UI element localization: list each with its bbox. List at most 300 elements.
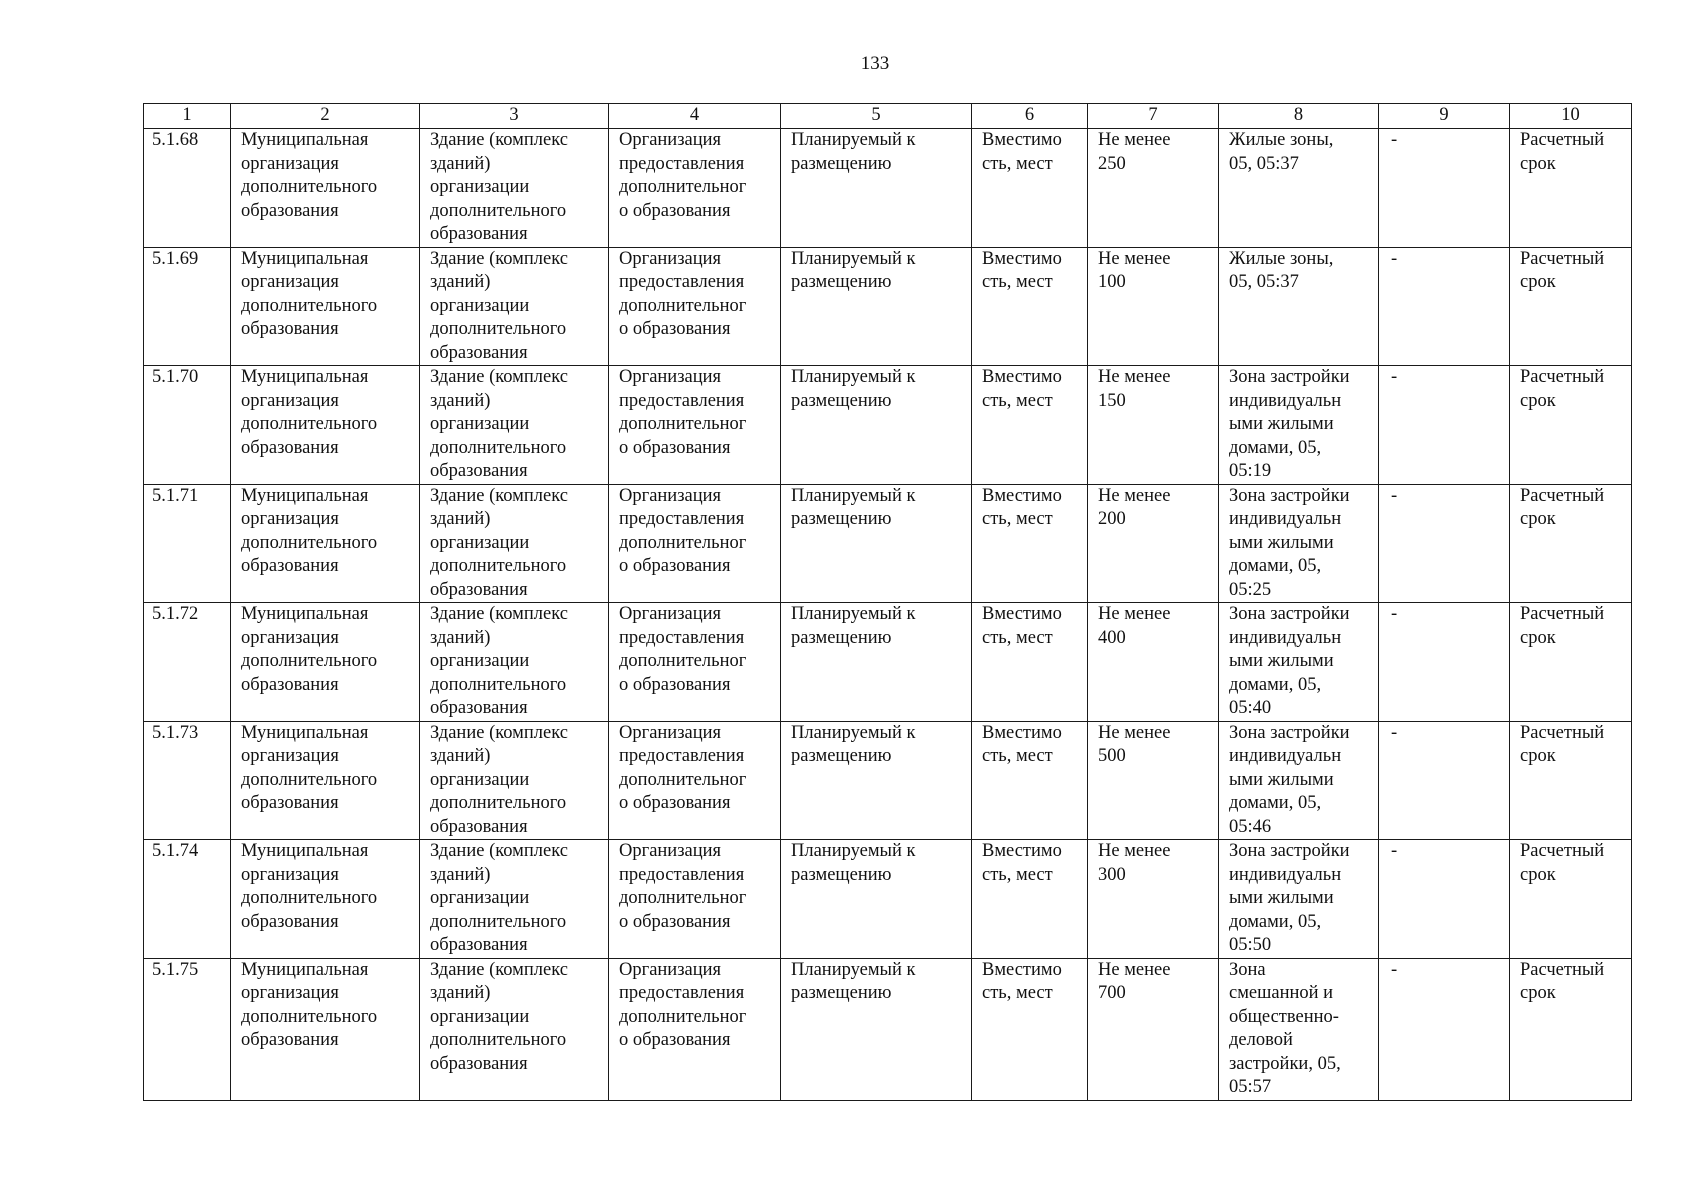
value-cell [1088,603,1219,722]
cell-text-line: дополнительног [619,177,747,197]
cell-text-line: предоставления [619,864,745,885]
cell-text-line: образования [430,1053,528,1074]
cell-text-line: Зона застройки [1229,485,1350,506]
column-header: 9 [1379,104,1510,129]
value-cell [1088,958,1219,1100]
cell-text-line: организация [241,509,339,529]
cell-text-line: Планируемый к [791,959,916,980]
cell-text-line: дополнительного [241,1006,378,1027]
object-name-cell [231,958,420,1100]
cell-text-line: Жилые зоны, [1229,248,1334,269]
cell-text-line: 100 [1098,272,1126,292]
cell-text-line: размещению [791,746,892,766]
location-cell [1219,958,1379,1100]
cell-text-line: зданий) [430,390,491,411]
cell-text-line: 200 [1098,509,1126,529]
object-name-cell [231,129,420,248]
location-cell [1219,603,1379,722]
term-cell [1510,129,1632,248]
cell-text-line: Не менее [1098,248,1171,269]
term-cell [1510,840,1632,959]
extra-cell: - [1379,366,1510,485]
row-number-cell: 5.1.75 [144,958,231,1100]
object-name-cell [231,603,420,722]
cell-text-line: сть, мест [982,509,1053,529]
cell-text-line: о образования [619,319,731,339]
status-cell [781,603,972,722]
cell-text-line: организация [241,864,339,885]
value-cell [1088,484,1219,603]
cell-text-line: организация [241,272,339,292]
cell-text-line: предоставления [619,509,745,529]
column-header: 10 [1510,104,1632,129]
cell-text-line: сть, мест [982,983,1053,1003]
cell-text-line: размещению [791,983,892,1003]
location-cell [1219,366,1379,485]
value-cell [1088,247,1219,366]
cell-text-line: дополнительного [241,651,378,671]
cell-text-line: Муниципальная [241,604,369,624]
cell-text-line: индивидуальн [1229,746,1342,766]
cell-text-line: организации [430,532,530,553]
location-cell [1219,840,1379,959]
row-number-cell: 5.1.69 [144,247,231,366]
cell-text-line: Организация [619,841,722,861]
extra-cell: - [1379,129,1510,248]
cell-text-line: Здание (комплекс [430,130,568,150]
term-cell [1510,603,1632,722]
cell-text-line: Планируемый к [791,841,916,861]
cell-text-line: организации [430,651,530,671]
status-cell [781,366,972,485]
cell-text-line: образования [241,319,339,339]
cell-text-line: ыми жилыми [1229,414,1334,434]
row-number-cell: 5.1.72 [144,603,231,722]
cell-text-line: Расчетный [1520,367,1605,387]
cell-text-line: Планируемый к [791,604,916,624]
parameter-cell [972,247,1088,366]
cell-text-line: образования [241,674,339,695]
cell-text-line: зданий) [430,153,491,174]
cell-text-line: 400 [1098,627,1126,648]
cell-text-line: образования [430,461,528,481]
parameter-cell [972,366,1088,485]
cell-text-line: Не менее [1098,722,1171,743]
cell-text-line: срок [1520,509,1556,529]
cell-text-line: о образования [619,1030,731,1050]
cell-text-line: домами, 05, [1229,674,1322,695]
cell-text-line: Муниципальная [241,130,369,150]
cell-text-line: дополнительного [430,556,567,576]
cell-text-line: Не менее [1098,604,1171,624]
cell-text-line: Вместимо [982,604,1062,624]
row-number-cell: 5.1.74 [144,840,231,959]
cell-text-line: срок [1520,627,1556,648]
cell-text-line: дополнительного [241,532,378,553]
table-row [144,129,1632,248]
cell-text-line: о образования [619,556,731,576]
cell-text-line: домами, 05, [1229,556,1322,576]
cell-text-line: домами, 05, [1229,437,1322,458]
status-cell [781,484,972,603]
cell-text-line: индивидуальн [1229,864,1342,885]
term-cell [1510,484,1632,603]
status-cell [781,840,972,959]
cell-text-line: размещению [791,153,892,174]
purpose-cell [609,840,781,959]
cell-text-line: Зона [1229,959,1266,980]
extra-cell: - [1379,603,1510,722]
cell-text-line: предоставления [619,983,745,1003]
cell-text-line: 150 [1098,390,1126,411]
cell-text-line: домами, 05, [1229,793,1322,813]
cell-text-line: организации [430,177,530,197]
cell-text-line: организации [430,414,530,434]
cell-text-line: дополнительного [430,674,567,695]
term-cell [1510,366,1632,485]
cell-text-line: организация [241,390,339,411]
page-number: 133 [860,53,890,74]
column-header: 8 [1219,104,1379,129]
cell-text-line: общественно- [1229,1006,1339,1027]
row-number-cell: 5.1.73 [144,721,231,840]
cell-text-line: образования [241,200,339,221]
cell-text-line: Здание (комплекс [430,367,568,387]
cell-text-line: Муниципальная [241,841,369,861]
purpose-cell [609,366,781,485]
cell-text-line: дополнительного [430,437,567,458]
cell-text-line: срок [1520,153,1556,174]
cell-text-line: сть, мест [982,153,1053,174]
table-row [144,721,1632,840]
cell-text-line: 05:50 [1229,935,1272,955]
cell-text-line: Зона застройки [1229,841,1350,861]
cell-text-line: дополнительног [619,295,747,316]
cell-text-line: Организация [619,367,722,387]
object-name-cell [231,247,420,366]
extra-cell: - [1379,840,1510,959]
cell-text-line: дополнительного [430,200,567,221]
cell-text-line: ыми жилыми [1229,769,1334,790]
value-cell [1088,366,1219,485]
table-row [144,366,1632,485]
cell-text-line: Планируемый к [791,130,916,150]
cell-text-line: Жилые зоны, [1229,130,1334,150]
parameter-cell [972,603,1088,722]
row-number-cell: 5.1.71 [144,484,231,603]
cell-text-line: срок [1520,983,1556,1003]
cell-text-line: дополнительног [619,1006,747,1027]
cell-text-line: Организация [619,959,722,980]
cell-text-line: образования [430,698,528,718]
cell-text-line: дополнительного [241,177,378,197]
cell-text-line: Вместимо [982,841,1062,861]
cell-text-line: Расчетный [1520,130,1605,150]
cell-text-line: Муниципальная [241,959,369,980]
cell-text-line: образования [430,224,528,244]
cell-text-line: дополнительного [430,1030,567,1050]
cell-text-line: Расчетный [1520,604,1605,624]
cell-text-line: срок [1520,390,1556,411]
value-cell [1088,840,1219,959]
cell-text-line: дополнительног [619,769,747,790]
column-header: 7 [1088,104,1219,129]
cell-text-line: сть, мест [982,272,1053,292]
location-cell [1219,247,1379,366]
table-row [144,958,1632,1100]
table-row [144,840,1632,959]
cell-text-line: Вместимо [982,959,1062,980]
cell-text-line: Зона застройки [1229,604,1350,624]
cell-text-line: образования [241,437,339,458]
cell-text-line: предоставления [619,627,745,648]
cell-text-line: о образования [619,200,731,221]
cell-text-line: индивидуальн [1229,509,1342,529]
column-header: 2 [231,104,420,129]
cell-text-line: образования [430,935,528,955]
cell-text-line: Здание (комплекс [430,485,568,506]
cell-text-line: сть, мест [982,864,1053,885]
value-cell [1088,129,1219,248]
cell-text-line: Расчетный [1520,959,1605,980]
column-header: 3 [420,104,609,129]
object-name-cell [231,721,420,840]
cell-text-line: индивидуальн [1229,627,1342,648]
cell-text-line: 05, 05:37 [1229,153,1299,174]
purpose-cell [609,129,781,248]
cell-text-line: домами, 05, [1229,911,1322,932]
cell-text-line: 05:57 [1229,1077,1272,1097]
cell-text-line: зданий) [430,509,491,529]
cell-text-line: смешанной и [1229,983,1334,1003]
cell-text-line: дополнительного [241,414,378,434]
cell-text-line: образования [241,556,339,576]
cell-text-line: предоставления [619,390,745,411]
cell-text-line: организации [430,888,530,908]
table-row [144,247,1632,366]
cell-text-line: Планируемый к [791,367,916,387]
cell-text-line: сть, мест [982,746,1053,766]
cell-text-line: предоставления [619,153,745,174]
cell-text-line: Организация [619,485,722,506]
object-name-cell [231,484,420,603]
extra-cell: - [1379,721,1510,840]
column-header: 4 [609,104,781,129]
cell-text-line: предоставления [619,272,745,292]
cell-text-line: организации [430,295,530,316]
cell-text-line: организации [430,1006,530,1027]
purpose-cell [609,721,781,840]
cell-text-line: дополнительног [619,414,747,434]
cell-text-line: Расчетный [1520,248,1605,269]
cell-text-line: срок [1520,272,1556,292]
cell-text-line: образования [430,342,528,363]
cell-text-line: Организация [619,248,722,269]
cell-text-line: Планируемый к [791,485,916,506]
location-cell [1219,484,1379,603]
cell-text-line: Муниципальная [241,248,369,269]
object-type-cell [420,247,609,366]
cell-text-line: Не менее [1098,485,1171,506]
cell-text-line: застройки, 05, [1229,1053,1341,1074]
parameter-cell [972,721,1088,840]
cell-text-line: образования [241,911,339,932]
cell-text-line: зданий) [430,272,491,292]
cell-text-line: Здание (комплекс [430,959,568,980]
object-type-cell [420,366,609,485]
row-number-cell: 5.1.68 [144,129,231,248]
cell-text-line: 05:25 [1229,579,1272,600]
table-row [144,484,1632,603]
cell-text-line: размещению [791,509,892,529]
extra-cell: - [1379,958,1510,1100]
status-cell [781,958,972,1100]
cell-text-line: образования [430,579,528,600]
cell-text-line: Здание (комплекс [430,604,568,624]
cell-text-line: срок [1520,746,1556,766]
term-cell [1510,958,1632,1100]
cell-text-line: Зона застройки [1229,722,1350,743]
cell-text-line: размещению [791,390,892,411]
row-number-cell: 5.1.70 [144,366,231,485]
cell-text-line: Расчетный [1520,722,1605,743]
parameter-cell [972,840,1088,959]
column-header: 5 [781,104,972,129]
cell-text-line: 250 [1098,153,1126,174]
cell-text-line: зданий) [430,864,491,885]
cell-text-line: размещению [791,864,892,885]
cell-text-line: о образования [619,437,731,458]
cell-text-line: организация [241,153,339,174]
cell-text-line: дополнительного [430,319,567,339]
cell-text-line: предоставления [619,746,745,766]
table-row [144,603,1632,722]
cell-text-line: деловой [1229,1030,1293,1050]
term-cell [1510,247,1632,366]
object-type-cell [420,721,609,840]
cell-text-line: Не менее [1098,367,1171,387]
cell-text-line: 05:40 [1229,698,1272,718]
cell-text-line: 300 [1098,864,1126,885]
cell-text-line: сть, мест [982,390,1053,411]
cell-text-line: организации [430,769,530,790]
cell-text-line: образования [430,816,528,837]
cell-text-line: дополнительного [241,295,378,316]
cell-text-line: срок [1520,864,1556,885]
cell-text-line: Зона застройки [1229,367,1350,387]
document-table [143,103,1632,1101]
object-type-cell [420,840,609,959]
cell-text-line: Организация [619,722,722,743]
cell-text-line: Вместимо [982,367,1062,387]
cell-text-line: зданий) [430,627,491,648]
cell-text-line: Планируемый к [791,248,916,269]
cell-text-line: 500 [1098,746,1126,766]
purpose-cell [609,958,781,1100]
term-cell [1510,721,1632,840]
purpose-cell [609,484,781,603]
location-cell [1219,129,1379,248]
cell-text-line: образования [241,793,339,813]
cell-text-line: Вместимо [982,248,1062,269]
cell-text-line: Расчетный [1520,485,1605,506]
object-name-cell [231,366,420,485]
cell-text-line: дополнительного [430,911,567,932]
cell-text-line: о образования [619,793,731,813]
column-header: 1 [144,104,231,129]
cell-text-line: дополнительног [619,651,747,671]
cell-text-line: дополнительного [430,793,567,813]
extra-cell: - [1379,484,1510,603]
cell-text-line: сть, мест [982,627,1053,648]
cell-text-line: 05, 05:37 [1229,272,1299,292]
cell-text-line: Вместимо [982,722,1062,743]
cell-text-line: дополнительног [619,532,747,553]
cell-text-line: о образования [619,674,731,695]
purpose-cell [609,603,781,722]
cell-text-line: Расчетный [1520,841,1605,861]
cell-text-line: Организация [619,130,722,150]
object-type-cell [420,603,609,722]
cell-text-line: Здание (комплекс [430,248,568,269]
status-cell [781,721,972,840]
table-header-row [144,104,1632,129]
cell-text-line: 05:19 [1229,461,1272,481]
parameter-cell [972,958,1088,1100]
cell-text-line: ыми жилыми [1229,888,1334,908]
cell-text-line: индивидуальн [1229,390,1342,411]
location-cell [1219,721,1379,840]
cell-text-line: организация [241,983,339,1003]
object-type-cell [420,958,609,1100]
parameter-cell [972,129,1088,248]
purpose-cell [609,247,781,366]
column-header: 6 [972,104,1088,129]
cell-text-line: зданий) [430,746,491,766]
cell-text-line: образования [241,1030,339,1050]
object-type-cell [420,129,609,248]
object-type-cell [420,484,609,603]
parameter-cell [972,484,1088,603]
value-cell [1088,721,1219,840]
cell-text-line: дополнительного [241,769,378,790]
cell-text-line: зданий) [430,983,491,1003]
cell-text-line: размещению [791,627,892,648]
cell-text-line: Муниципальная [241,367,369,387]
cell-text-line: Не менее [1098,959,1171,980]
cell-text-line: Вместимо [982,130,1062,150]
cell-text-line: ыми жилыми [1229,532,1334,553]
status-cell [781,129,972,248]
cell-text-line: дополнительного [241,888,378,908]
cell-text-line: Не менее [1098,130,1171,150]
cell-text-line: Организация [619,604,722,624]
cell-text-line: 05:46 [1229,816,1272,837]
cell-text-line: Планируемый к [791,722,916,743]
cell-text-line: организация [241,746,339,766]
cell-text-line: Муниципальная [241,485,369,506]
cell-text-line: ыми жилыми [1229,651,1334,671]
cell-text-line: Вместимо [982,485,1062,506]
cell-text-line: дополнительног [619,888,747,908]
cell-text-line: 700 [1098,983,1126,1003]
cell-text-line: о образования [619,911,731,932]
cell-text-line: Здание (комплекс [430,722,568,743]
object-name-cell [231,840,420,959]
cell-text-line: Муниципальная [241,722,369,743]
status-cell [781,247,972,366]
cell-text-line: Не менее [1098,841,1171,861]
